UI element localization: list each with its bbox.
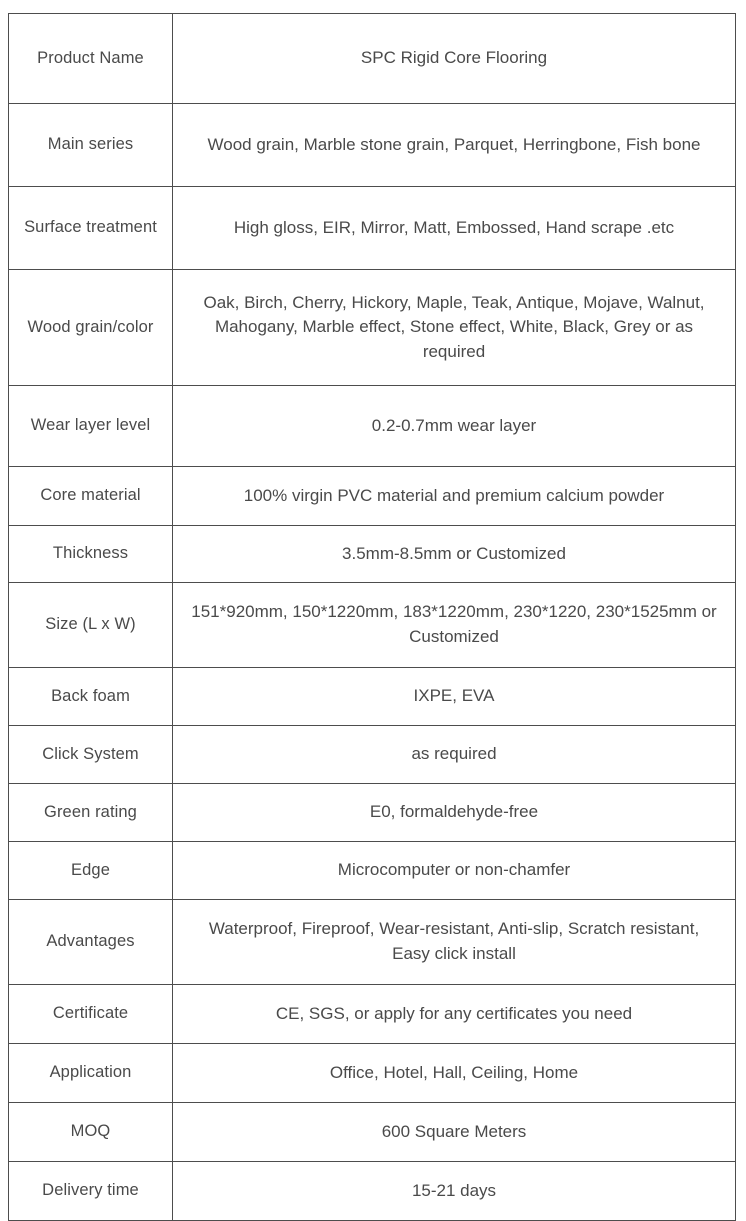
table-body — [9, 14, 736, 1221]
spec-label-application: Application — [9, 1044, 173, 1103]
table-row — [9, 985, 736, 1044]
spec-value-click-system: as required — [173, 726, 736, 784]
spec-label-core-material: Core material — [9, 467, 173, 526]
spec-value-moq: 600 Square Meters — [173, 1103, 736, 1162]
spec-label-edge: Edge — [9, 842, 173, 900]
spec-label-green-rating: Green rating — [9, 784, 173, 842]
spec-value-edge: Microcomputer or non-chamfer — [173, 842, 736, 900]
spec-value-wear-layer-level: 0.2-0.7mm wear layer — [173, 386, 736, 467]
table-row — [9, 187, 736, 270]
spec-label-thickness: Thickness — [9, 526, 173, 583]
spec-value-main-series: Wood grain, Marble stone grain, Parquet, Herringbone, Fish bone — [173, 104, 736, 187]
table-row — [9, 270, 736, 386]
spec-value-advantages: Waterproof, Fireproof, Wear-resistant, Anti-slip, Scratch resistant, Easy click install — [173, 900, 736, 985]
spec-label-wear-layer-level: Wear layer level — [9, 386, 173, 467]
spec-value-certificate: CE, SGS, or apply for any certificates you need — [173, 985, 736, 1044]
spec-value-surface-treatment: High gloss, EIR, Mirror, Matt, Embossed, Hand scrape .etc — [173, 187, 736, 270]
table-row — [9, 386, 736, 467]
table-row — [9, 526, 736, 583]
table-row — [9, 104, 736, 187]
table-row — [9, 467, 736, 526]
table-row — [9, 668, 736, 726]
spec-label-advantages: Advantages — [9, 900, 173, 985]
spec-label-surface-treatment: Surface treatment — [9, 187, 173, 270]
table-row — [9, 900, 736, 985]
spec-label-moq: MOQ — [9, 1103, 173, 1162]
spec-value-delivery-time: 15-21 days — [173, 1162, 736, 1221]
table-row — [9, 842, 736, 900]
spec-label-main-series: Main series — [9, 104, 173, 187]
spec-value-thickness: 3.5mm-8.5mm or Customized — [173, 526, 736, 583]
spec-label-size: Size (L x W) — [9, 583, 173, 668]
spec-label-back-foam: Back foam — [9, 668, 173, 726]
spec-value-back-foam: IXPE, EVA — [173, 668, 736, 726]
spec-value-wood-grain-color: Oak, Birch, Cherry, Hickory, Maple, Teak, Antique, Mojave, Walnut, Mahogany, Marble effect, Stone effect, White, Black, Grey or as required — [173, 270, 736, 386]
table-row — [9, 726, 736, 784]
spec-value-size: 151*920mm, 150*1220mm, 183*1220mm, 230*1220, 230*1525mm or Customized — [173, 583, 736, 668]
spec-value-product-name: SPC Rigid Core Flooring — [173, 14, 736, 104]
spec-value-core-material: 100% virgin PVC material and premium calcium powder — [173, 467, 736, 526]
spec-value-application: Office, Hotel, Hall, Ceiling, Home — [173, 1044, 736, 1103]
spec-label-product-name: Product Name — [9, 14, 173, 104]
spec-label-certificate: Certificate — [9, 985, 173, 1044]
table-row — [9, 14, 736, 104]
spec-label-click-system: Click System — [9, 726, 173, 784]
table-row — [9, 784, 736, 842]
spec-value-green-rating: E0, formaldehyde-free — [173, 784, 736, 842]
table-row — [9, 583, 736, 668]
spec-label-wood-grain-color: Wood grain/color — [9, 270, 173, 386]
table-row — [9, 1103, 736, 1162]
table-row — [9, 1044, 736, 1103]
table-row — [9, 1162, 736, 1221]
product-specification-table — [8, 13, 736, 1221]
spec-label-delivery-time: Delivery time — [9, 1162, 173, 1221]
